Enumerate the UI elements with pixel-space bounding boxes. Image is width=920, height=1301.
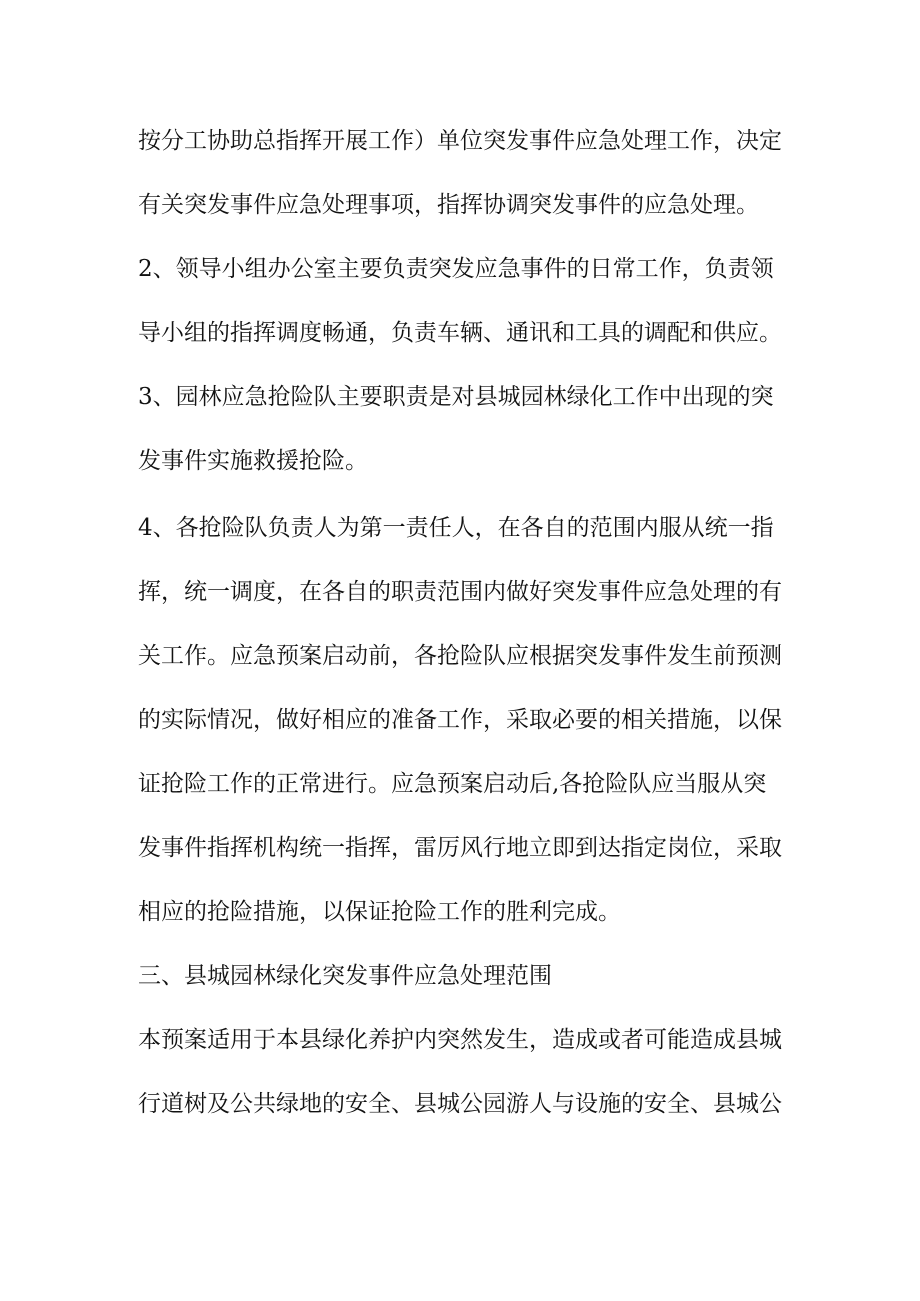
section-heading: 三、县城园林绿化突发事件应急处理范围 — [138, 963, 552, 989]
text-line: 关工作。应急预案启动前，各抢险队应根据突发事件发生前预测 — [138, 643, 782, 669]
text-line: 挥，统一调度，在各自的职责范围内做好突发事件应急处理的有 — [138, 579, 782, 605]
text-line: 3、园林应急抢险队主要职责是对县城园林绿化工作中出现的突 — [138, 384, 774, 410]
text-line: 2、领导小组办公室主要负责突发应急事件的日常工作，负责领 — [138, 256, 774, 282]
text-line: 行道树及公共绿地的安全、县城公园游人与设施的安全、县城公 — [138, 1091, 782, 1117]
text-line: 相应的抢险措施，以保证抢险工作的胜利完成。 — [138, 899, 621, 925]
text-line: 有关突发事件应急处理事项，指挥协调突发事件的应急处理。 — [138, 192, 759, 218]
text-line: 导小组的指挥调度畅通，负责车辆、通讯和工具的调配和供应。 — [138, 320, 782, 346]
text-line: 发事件指挥机构统一指挥，雷厉风行地立即到达指定岗位，采取 — [138, 835, 782, 861]
text-line: 4、各抢险队负责人为第一责任人，在各自的范围内服从统一指 — [138, 515, 774, 541]
text-line: 按分工协助总指挥开展工作）单位突发事件应急处理工作，决定 — [138, 128, 782, 154]
text-line: 证抢险工作的正常进行。应急预案启动后,各抢险队应当服从突 — [138, 771, 767, 797]
text-line: 发事件实施救援抢险。 — [138, 448, 368, 474]
text-line: 的实际情况，做好相应的准备工作，采取必要的相关措施，以保 — [138, 707, 782, 733]
text-line: 本预案适用于本县绿化养护内突然发生，造成或者可能造成县城 — [138, 1027, 782, 1053]
